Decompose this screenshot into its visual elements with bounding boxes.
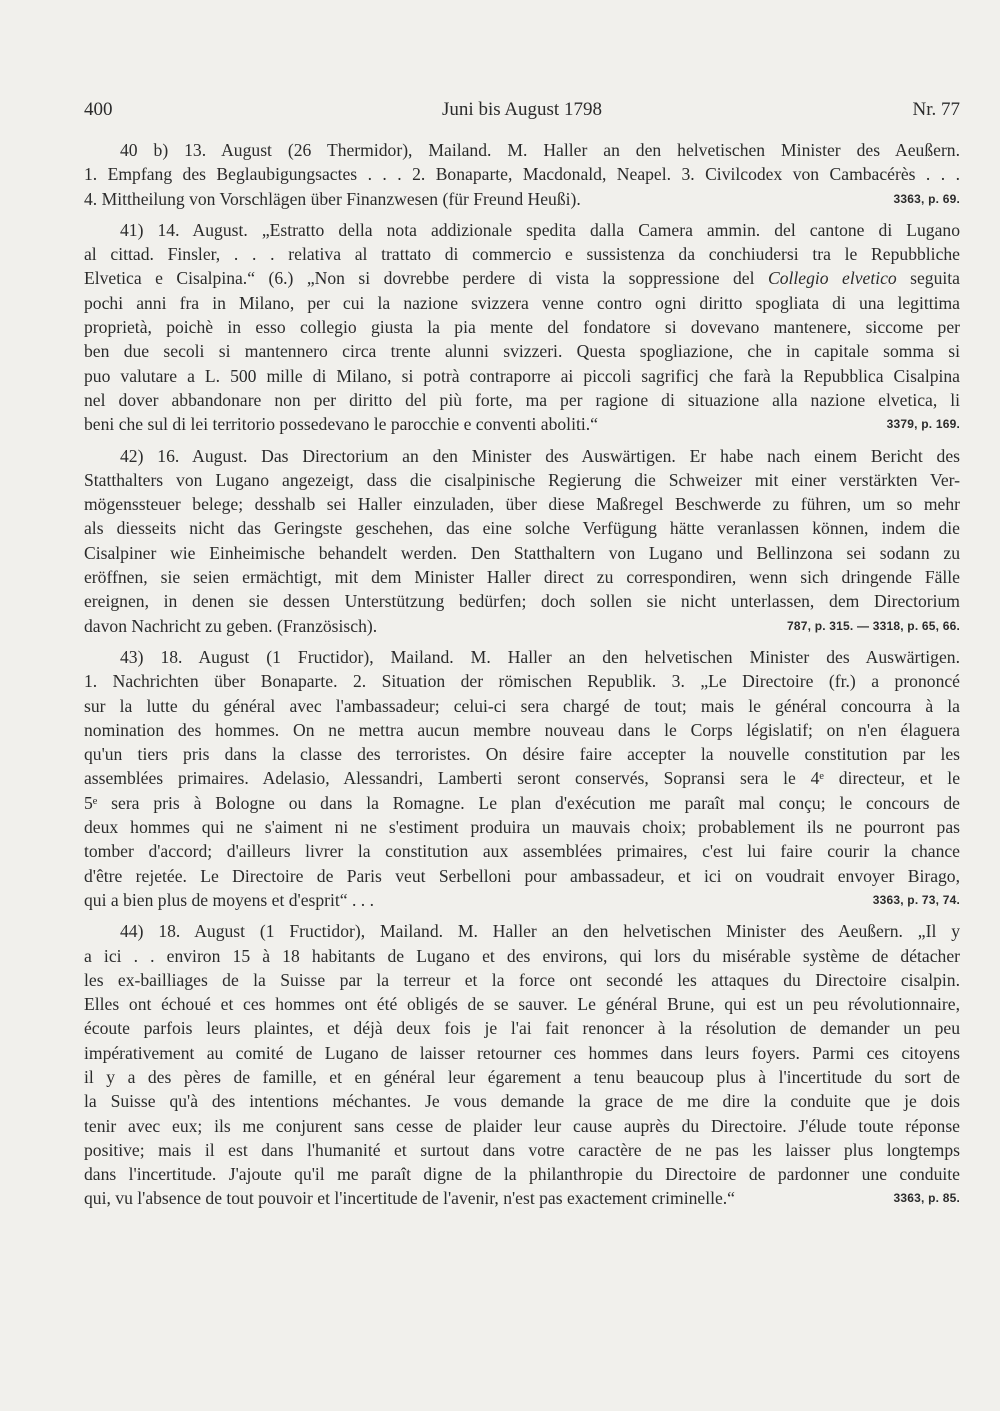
entry-3 bbox=[84, 645, 960, 912]
text-line: Statthalters von Lugano angezeigt, dass die cisalpinische Regierung die Schweizer mit einer verstärkten Ver- bbox=[84, 469, 960, 490]
text-line: proprietà, poichè in esso collegio giusta la pia mente del fondatore si dovevano mantenere, siccome per bbox=[84, 317, 960, 338]
text-line: ereignen, in denen sie dessen Unterstützung bedürfen; doch sollen sie nicht unterlassen, dem Directorium bbox=[84, 591, 960, 612]
document-body bbox=[84, 138, 960, 1218]
text-line: assemblées primaires. Adelasio, Alessandri, Lamberti seront conservés, Sopransi sera le 4ᵉ directeur, et le bbox=[84, 768, 960, 789]
text-line: 42) 16. August. Das Directorium an den Minister des Auswärtigen. Er habe nach einem Bericht des bbox=[120, 445, 960, 466]
text-line: pochi anni fra in Milano, per cui la nazione svizzera venne contro ogni diritto spogliata di una legittima bbox=[84, 292, 960, 313]
entry-2 bbox=[84, 444, 960, 638]
text-line: il y a des pères de famille, et en général leur égarement a tenu beaucoup plus à l'incertitude du sort de bbox=[84, 1066, 960, 1087]
page-number: 400 bbox=[84, 99, 113, 120]
text-line: eröffnen, sie seien ermächtigt, mit dem Minister Haller direct zu correspondiren, wenn sich dringende Fälle bbox=[84, 567, 960, 588]
text-line: dans l'incertitude. J'ajoute qu'il me paraît digne de la philanthropie du Directoire de pardonner une conduite bbox=[84, 1164, 960, 1185]
text-line: impérativement au comité de Lugano de laisser retourner ces hommes dans leurs foyers. Parmi ces citoyens bbox=[84, 1042, 960, 1063]
text-line: 5ᵉ sera pris à Bologne ou dans la Romagne. Le plan d'exécution me paraît mal conçu; le concours de bbox=[84, 792, 960, 813]
text-line: Cisalpiner wie Einheimische behandelt werden. Den Statthaltern von Lugano und Bellinzona sei sodann zu bbox=[84, 542, 960, 563]
text-line: nomination des hommes. On ne mettra aucun membre nouveau dans le Corps législatif; on n'en élaguera bbox=[84, 719, 960, 740]
text-line: 44) 18. August (1 Fructidor), Mailand. M. Haller an den helvetischen Minister des Aeußern. „Il y bbox=[120, 921, 960, 942]
text-line: sur la lutte du général avec l'ambassadeur; celui-ci sera chargé de tout; mais le général concourra à la bbox=[84, 695, 960, 716]
archive-reference: 3379, p. 169. bbox=[886, 417, 960, 432]
entry-1 bbox=[84, 218, 960, 437]
text-line: 4. Mittheilung von Vorschlägen über Finanzwesen (für Freund Heußi). 3363, p. 69. bbox=[84, 187, 960, 211]
running-header bbox=[84, 99, 960, 129]
text-line: davon Nachricht zu geben. (Französisch). 787, p. 315. — 3318, p. 65, 66. bbox=[84, 614, 960, 638]
text-line: qu'un tiers pris dans la classe des terroristes. On désire faire accepter la nouvelle constitution par les bbox=[84, 744, 960, 765]
text-line: positive; mais il est dans l'humanité et surtout dans votre caractère de ne pas les laisser plus longtemps bbox=[84, 1139, 960, 1160]
text-line: 1. Empfang des Beglaubigungsactes . . . 2. Bonaparte, Macdonald, Neapel. 3. Civilcodex von Cambacérès . . . bbox=[84, 164, 960, 185]
entry-4 bbox=[84, 919, 960, 1211]
text-line: qui a bien plus de moyens et d'esprit“ . . . 3363, p. 73, 74. bbox=[84, 888, 960, 912]
text-line: beni che sul di lei territorio possedevano le parocchie e conventi aboliti.“ 3379, p. 169. bbox=[84, 412, 960, 436]
text-line: nel dover abbandonare non per diritto del più forte, ma per ragione di situazione alla nazione elvetica, li bbox=[84, 389, 960, 410]
entry-0 bbox=[84, 138, 960, 211]
text-line: d'être rejetée. Le Directoire de Paris veut Serbelloni pour ambassadeur, et ici on voudrait envoyer Birago, bbox=[84, 865, 960, 886]
text-line: mögenssteuer belege; desshalb sei Haller einzuladen, über diese Maßregel Beschwerde zu führen, um so mehr bbox=[84, 494, 960, 515]
running-title: Juni bis August 1798 bbox=[442, 99, 602, 120]
document-number: Nr. 77 bbox=[912, 99, 960, 120]
text-line: 40 b) 13. August (26 Thermidor), Mailand. M. Haller an den helvetischen Minister des Aeußern. bbox=[120, 140, 960, 160]
italic-phrase: Collegio elvetico bbox=[767, 268, 897, 289]
text-line: 41) 14. August. „Estratto della nota addizionale spedita dalla Camera ammin. del cantone di Lugano bbox=[120, 219, 960, 240]
text-line: Elvetica e Cisalpina.“ (6.) „Non si dovrebbe perdere di vista la soppressione del Collegio elvetico seguita bbox=[84, 268, 960, 289]
text-line: tenir avec eux; ils me conjurent sans cesse de plaider leur cause auprès du Directoire. J'élude toute réponse bbox=[84, 1115, 960, 1136]
text-line: deux hommes qui ne s'aiment ni ne s'estiment produira un mauvais choix; probablement ils ne pourront pas bbox=[84, 817, 960, 838]
text-line: Elles ont échoué et ces hommes ont été obligés de se sauver. Le général Brune, qui est un peu révolutionnaire, bbox=[84, 994, 960, 1015]
text-line: a ici . . environ 15 à 18 habitants de Lugano et des environs, qui lors du misérable système de détacher bbox=[84, 945, 960, 966]
text-line: al cittad. Finsler, . . . relativa al trattato di commercio e sussistenza da conchiudersi tra le Repubbliche bbox=[84, 244, 960, 265]
text-line: écoute parfois leurs plaintes, et déjà deux fois je l'ai fait renoncer à la résolution de demander un peu bbox=[84, 1018, 960, 1039]
archive-reference: 3363, p. 85. bbox=[893, 1191, 960, 1206]
text-line: la Suisse qu'à des intentions méchantes. Je vous demande la grace de me dire la conduite que je dois bbox=[84, 1091, 960, 1112]
text-line: tomber d'accord; d'ailleurs livrer la constitution aux assemblées primaires, c'est lui faire courir la chance bbox=[84, 841, 960, 862]
archive-reference: 3363, p. 69. bbox=[893, 191, 960, 206]
text-line: qui, vu l'absence de tout pouvoir et l'incertitude de l'avenir, n'est pas exactement criminelle.“ 3363, p. 85. bbox=[84, 1186, 960, 1210]
text-line: 1. Nachrichten über Bonaparte. 2. Situation der römischen Republik. 3. „Le Directoire (fr.) a prononcé bbox=[84, 671, 960, 692]
text-line: als diesseits nicht das Geringste geschehen, das eine solche Verfügung hätte veranlassen können, indem die bbox=[84, 518, 960, 539]
text-line: ben due secoli si mantennero circa trente alunni svizzeri. Questa spogliazione, che in capitale somma si bbox=[84, 341, 960, 362]
text-line: les ex-bailliages de la Suisse par la terreur et la force ont secondé les attaques du Directoire cisalpin. bbox=[84, 969, 960, 990]
archive-reference: 3363, p. 73, 74. bbox=[872, 892, 960, 907]
text-line: puo valutare a L. 500 mille di Milano, si potrà contraporre ai piccoli sagrificj che farà la Repubblica Cisalpina bbox=[84, 365, 960, 386]
archive-reference: 787, p. 315. — 3318, p. 65, 66. bbox=[787, 618, 960, 633]
text-line: 43) 18. August (1 Fructidor), Mailand. M. Haller an den helvetischen Minister des Auswärtigen. bbox=[120, 646, 960, 667]
